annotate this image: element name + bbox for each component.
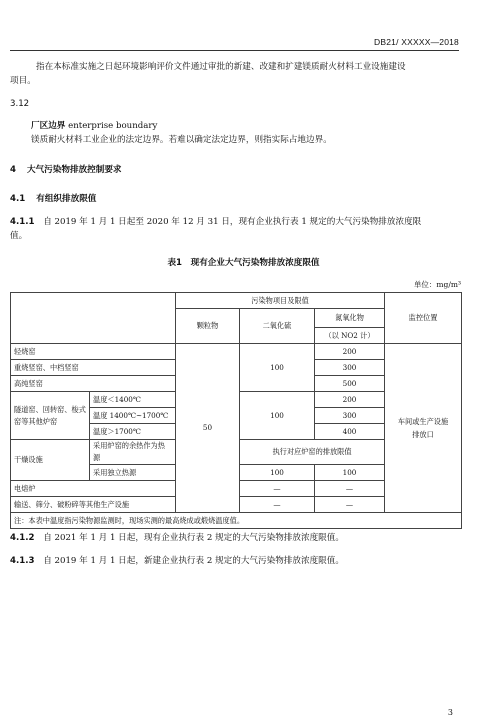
nox-header-line-1: 氮氧化物 [315,309,385,328]
para-4-1-1-line-2: 值。 [10,231,28,241]
clause-number: 3.12 [10,99,30,109]
nox-row-5: 300 [315,408,385,424]
section-4-1-title: 有组织排放限值 [36,194,97,204]
particulate-header: 颗粒物 [176,309,240,344]
clause-term-cn: 厂区边界 [31,121,66,131]
nox-row-9: — [315,481,385,497]
nox-row-2: 300 [315,360,385,376]
nox-row-3: 500 [315,376,385,392]
row-temp-above-1700: 温度＞1700℃ [90,424,176,440]
page-number: 3 [447,708,453,717]
nox-header-line-2: （以 NO2 计） [315,328,385,344]
nox-row-1: 200 [315,344,385,360]
row-light-kiln: 轻烧窑 [11,344,176,360]
para-4-1-1-number: 4.1.1 [10,217,35,227]
row-heavy-shaft-kiln: 重烧竖窑、中档竖窑 [11,360,176,376]
nox-row-10: — [315,497,385,513]
so2-row-10: — [240,497,315,513]
section-4-1-heading [10,192,96,206]
location-line-1: 车间或生产设施 [397,416,449,426]
para-4-1-2 [10,531,344,545]
emission-limits-table [10,292,462,529]
so2-group-1-value: 100 [240,344,315,392]
para-4-1-2-text: 自 2021 年 1 月 1 日起，现有企业执行表 2 规定的大气污染物排放浓度限值。 [43,533,344,543]
row-dry-waste-heat: 采用炉窑的余热作为热源 [90,440,176,465]
section-4-number: 4 [10,165,16,175]
table-note: 注：本表中温度指污染物源监测时，现场实测的最高烧成或煅烧温度值。 [11,513,462,529]
para-4-1-1-line-1 [10,215,421,229]
row-electric-furnace: 电熔炉 [11,481,176,497]
pollutant-group-header: 污染物项目及限值 [176,293,385,309]
clause-term-en: enterprise boundary [68,121,158,131]
intro-line-2: 项目。 [10,76,36,86]
row-group-drying: 干燥设施 [11,440,90,481]
row-high-purity-kiln: 高纯竖窑 [11,376,176,392]
location-value [385,344,462,513]
so2-row-9: — [240,481,315,497]
blank-header-cell [11,293,176,344]
nox-row-8: 100 [315,465,385,481]
nox-row-6: 400 [315,424,385,440]
dry-merged-value: 执行对应炉窑的排放限值 [240,440,385,465]
intro-line-1: 指在本标准实施之日起环境影响评价文件通过审批的新建、改建和扩建镁质耐火材料工业设施建设 [36,62,406,72]
section-4-title: 大气污染物排放控制要求 [26,165,122,175]
para-4-1-3-number: 4.1.3 [10,556,35,566]
header-rule [10,50,459,51]
row-temp-below-1400: 温度＜1400℃ [90,392,176,408]
para-4-1-3-text: 自 2019 年 1 月 1 日起，新建企业执行表 2 规定的大气污染物排放浓度限值。 [43,556,344,566]
table-unit: 单位：mg/m³ [413,280,461,289]
para-4-1-3 [10,554,344,568]
location-header: 监控位置 [385,293,462,344]
row-temp-1400-1700: 温度 1400℃~1700℃ [90,408,176,424]
row-dry-independent: 采用独立热源 [90,465,176,481]
clause-term [31,119,157,133]
section-4-heading [10,163,122,177]
section-4-1-number: 4.1 [10,194,26,204]
location-line-2: 排放口 [412,429,434,439]
clause-definition: 镁质耐火材料工业企业的法定边界。若难以确定法定边界，则指实际占地边界。 [31,135,332,145]
standard-code: DB21/ XXXXX—2018 [374,37,459,47]
nox-row-4: 200 [315,392,385,408]
table-caption: 表1 现有企业大气污染物排放浓度限值 [167,258,320,268]
particulate-value: 50 [176,344,240,513]
para-4-1-2-number: 4.1.2 [10,533,35,543]
so2-group-2-value: 100 [240,392,315,440]
so2-header: 二氧化硫 [240,309,315,344]
row-group-other-kilns: 隧道窑、回转窑、梭式窑等其他炉窑 [11,392,90,440]
para-4-1-1-text: 自 2019 年 1 月 1 日起至 2020 年 12 月 31 日，现有企业执行表 1 规定的大气污染物排放浓度限 [43,217,422,227]
row-other-facilities: 输送、筛分、破粉碎等其他生产设施 [11,497,176,513]
so2-row-8: 100 [240,465,315,481]
